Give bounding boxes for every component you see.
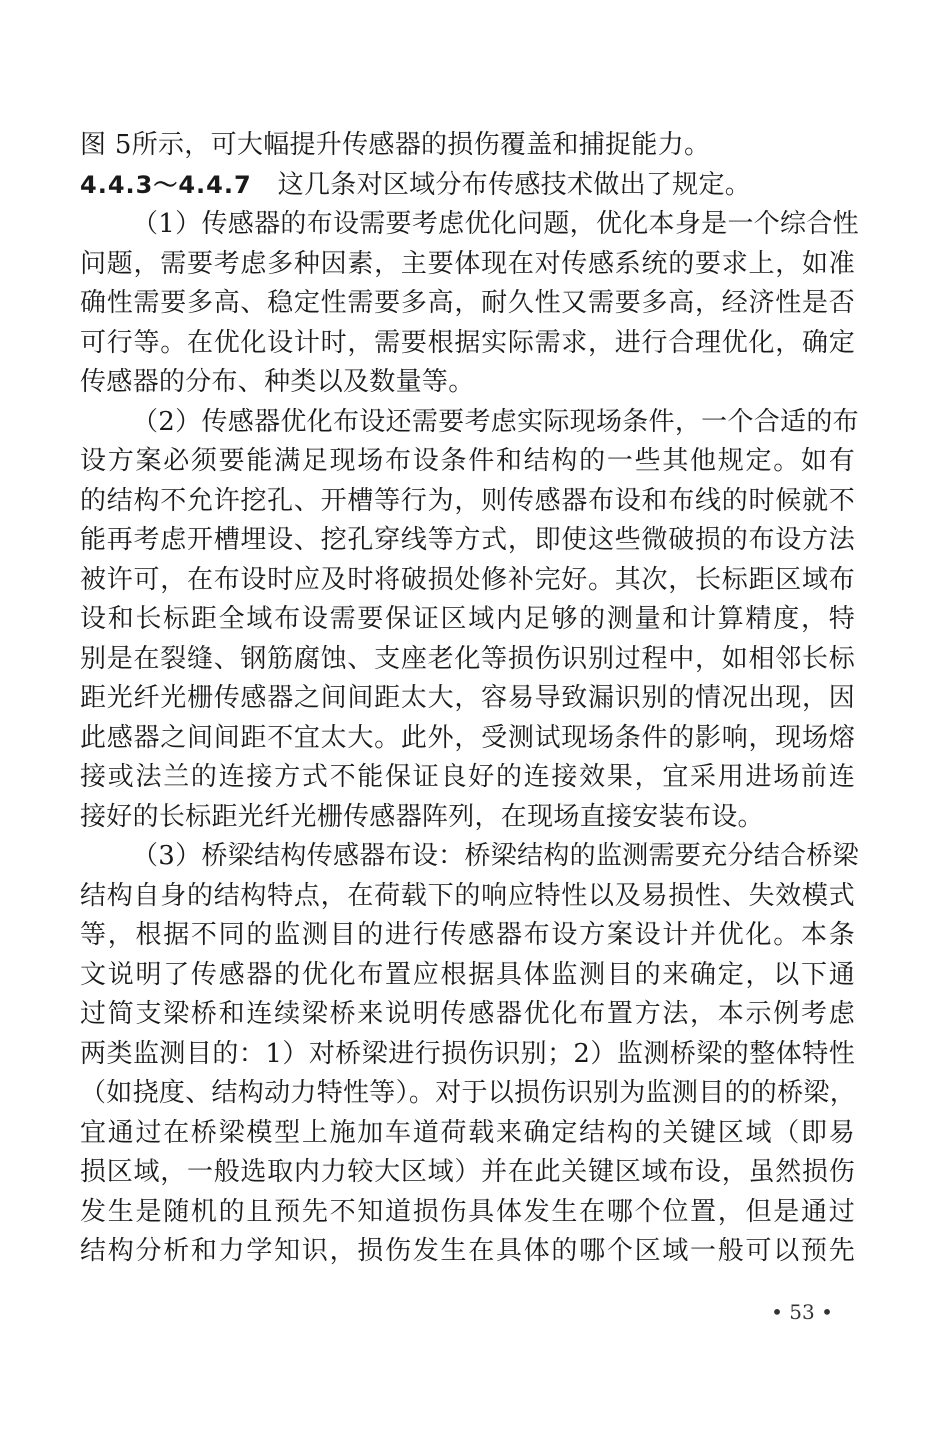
paragraph-line: 宜通过在桥梁模型上施加车道荷载来确定结构的关键区域（即易 [80,1117,855,1148]
body-text [80,126,859,1272]
paragraph-line: 能再考虑开槽埋设、挖孔穿线等方式，即使这些微破损的布设方法 [80,525,855,555]
paragraph-line: 此感器之间间距不宜太大。此外，受测试现场条件的影响，现场熔 [80,722,855,753]
section-number: 4.4.3～4.4.7 [80,170,252,199]
paragraph-line: 结构分析和力学知识，损伤发生在具体的哪个区域一般可以预先 [80,1236,855,1266]
paragraph-line: 设方案必须要能满足现场布设条件和结构的一些其他规定。如有 [80,446,855,476]
paragraph-line: 文说明了传感器的优化布置应根据具体监测目的来确定，以下通 [80,959,855,990]
paragraph-line: 问题，需要考虑多种因素，主要体现在对传感系统的要求上，如准 [80,248,855,279]
paragraph-line: （如挠度、结构动力特性等）。对于以损伤识别为监测目的的桥梁， [80,1078,857,1108]
paragraph-line: 两类监测目的：1）对桥梁进行损伤识别；2）监测桥梁的整体特性 [80,1038,855,1069]
paragraph-line: 别是在裂缝、钢筋腐蚀、支座老化等损伤识别过程中，如相邻长标 [80,643,855,674]
paragraph-line: 传感器的分布、种类以及数量等。 [80,367,475,397]
paragraph-2 [80,403,859,838]
paragraph-line: 被许可，在布设时应及时将破损处修补完好。其次，长标距区域布 [80,564,855,595]
section-heading [80,166,855,206]
paragraph-line: 的结构不允许挖孔、开槽等行为，则传感器布设和布线的时候就不 [80,485,855,516]
intro-line: 图 5所示，可大幅提升传感器的损伤覆盖和捕捉能力。 [80,130,711,160]
paragraph-line: 可行等。在优化设计时，需要根据实际需求，进行合理优化，确定 [80,327,855,358]
paragraph-line: （2）传感器优化布设还需要考虑实际现场条件，一个合适的布 [132,406,859,437]
paragraph-line: （3）桥梁结构传感器布设：桥梁结构的监测需要充分结合桥梁 [132,841,859,871]
paragraph-3 [80,837,859,1272]
paragraph-1 [80,205,859,403]
paragraph-line: 结构自身的结构特点，在荷载下的响应特性以及易损性、失效模式 [80,880,855,911]
paragraph-line: 发生是随机的且预先不知道损伤具体发生在哪个位置，但是通过 [80,1196,855,1227]
paragraph-line: 设和长标距全域布设需要保证区域内足够的测量和计算精度，特 [80,604,855,634]
paragraph-line: 接或法兰的连接方式不能保证良好的连接效果，宜采用进场前连 [80,762,855,792]
paragraph-line: 过简支梁桥和连续梁桥来说明传感器优化布置方法，本示例考虑 [80,999,855,1029]
paragraph-line: （1）传感器的布设需要考虑优化问题，优化本身是一个综合性 [132,209,859,239]
paragraph-line: 接好的长标距光纤光栅传感器阵列，在现场直接安装布设。 [80,801,764,832]
section-title: 这几条对区域分布传感技术做出了规定。 [277,169,752,200]
page-number: • 53 • [771,1300,833,1324]
paragraph-line: 确性需要多高、稳定性需要多高，耐久性又需要多高，经济性是否 [80,288,855,318]
paragraph-line: 损区域，一般选取内力较大区域）并在此关键区域布设，虽然损伤 [80,1157,855,1187]
paragraph-line: 距光纤光栅传感器之间间距太大，容易导致漏识别的情况出现，因 [80,683,855,713]
paragraph-line: 等，根据不同的监测目的进行传感器布设方案设计并优化。本条 [80,920,855,950]
